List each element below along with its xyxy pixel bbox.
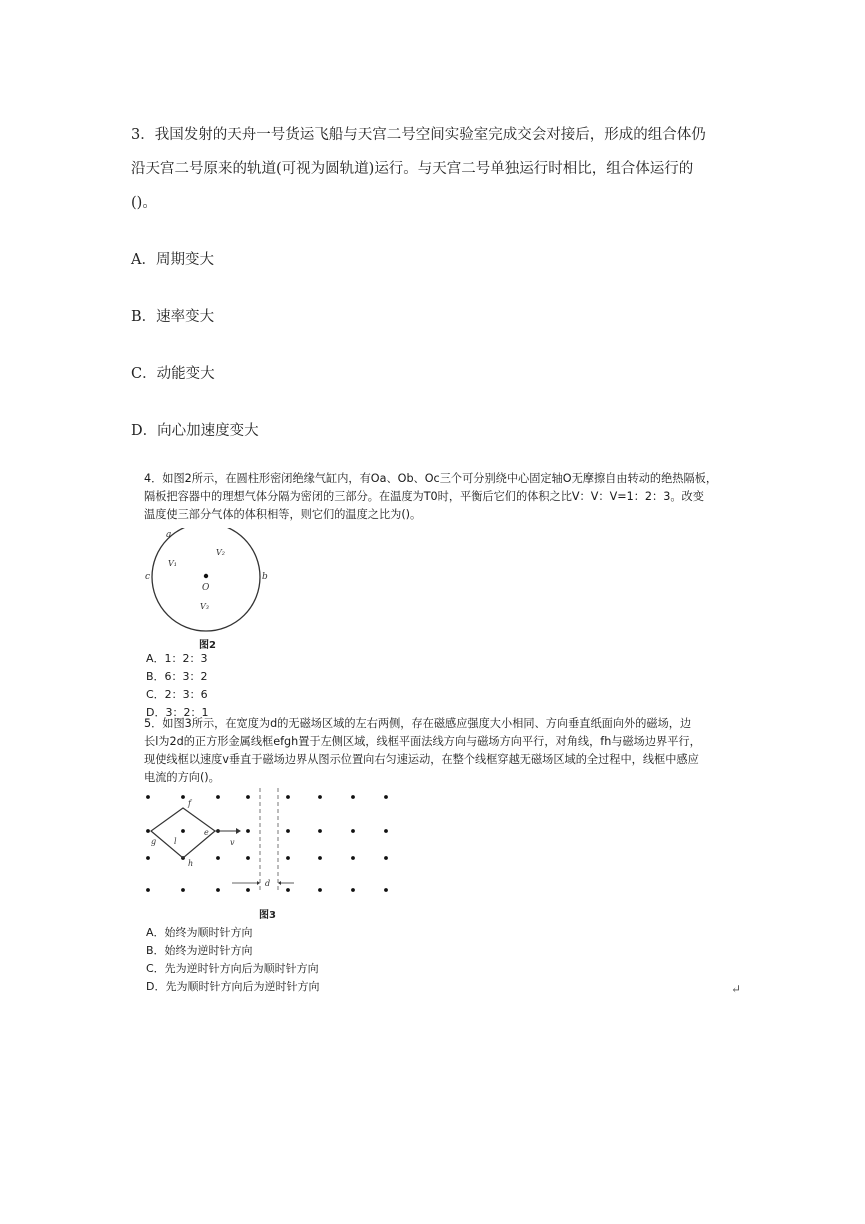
q5-option-a: A．始终为顺时针方向 — [146, 926, 253, 939]
figure-3-caption: 图3 — [259, 910, 276, 921]
q4-line-2: 隔板把容器中的理想气体分隔为密闭的三部分。在温度为T0时，平衡后它们的体积之比V：V：V=1：2：3。改变 — [144, 490, 704, 503]
q3-line-2: 沿天宫二号原来的轨道(可视为圆轨道)运行。与天宫二号单独运行时相比，组合体运行的 — [131, 161, 694, 177]
q5-line-1: 5．如图3所示，在宽度为d的无磁场区域的左右两侧，存在磁感应强度大小相同、方向垂直纸面向外的磁场，边 — [144, 717, 692, 730]
label-v1: V₁ — [168, 559, 177, 568]
field-dot — [181, 829, 185, 833]
field-dot — [181, 888, 185, 892]
q5-line-4: 电流的方向()。 — [144, 771, 220, 784]
field-dot — [246, 795, 250, 799]
field-dot — [246, 888, 250, 892]
q3-option-d: D．向心加速度变大 — [131, 423, 259, 439]
field-dot — [384, 888, 388, 892]
field-dot — [216, 856, 220, 860]
label-f: f — [188, 799, 191, 808]
label-v3: V₃ — [200, 602, 209, 611]
q5-option-d: D．先为顺时针方向后为逆时针方向 — [146, 980, 320, 993]
q4-option-b: B．6：3：2 — [146, 670, 208, 683]
field-dot — [318, 856, 322, 860]
q3-option-c: C．动能变大 — [131, 366, 215, 382]
field-dot — [146, 829, 150, 833]
field-dot — [286, 888, 290, 892]
field-dot — [146, 888, 150, 892]
label-v2: V₂ — [216, 548, 225, 557]
velocity-arrowhead — [236, 828, 241, 834]
field-dot — [318, 829, 322, 833]
figure-3-diagram — [140, 786, 400, 904]
paragraph-mark: ↵ — [731, 982, 742, 996]
q5-option-c: C．先为逆时针方向后为顺时针方向 — [146, 962, 319, 975]
field-dot — [246, 829, 250, 833]
q3-line-3: ()。 — [131, 195, 157, 211]
q4-option-c: C．2：3：6 — [146, 688, 208, 701]
q4-option-a: A．1：2：3 — [146, 652, 208, 665]
field-dot — [286, 829, 290, 833]
field-dot — [146, 795, 150, 799]
q4-option-d: D．3：2：1 — [146, 706, 209, 719]
field-dot — [384, 795, 388, 799]
q5-line-2: 长l为2d的正方形金属线框efgh置于左侧区域，线框平面法线方向与磁场方向平行，对角线，fh与磁场边界平行， — [144, 735, 701, 748]
figure-2-diagram — [140, 528, 280, 638]
question-3 — [131, 118, 746, 220]
field-dot — [351, 829, 355, 833]
field-dot — [351, 795, 355, 799]
label-b: b — [262, 572, 268, 582]
q4-line-1: 4．如图2所示，在圆柱形密闭绝缘气缸内，有Oa、Ob、Oc三个可分别绕中心固定轴O无摩擦自由转动的绝热隔板， — [144, 472, 718, 485]
q5-line-3: 现使线框以速度v垂直于磁场边界从图示位置向右匀速运动，在整个线框穿越无磁场区域的全过程中，线框中感应 — [144, 753, 699, 766]
field-dot — [318, 795, 322, 799]
label-d: d — [265, 879, 271, 888]
q3-line-1: 3．我国发射的天舟一号货运飞船与天宫二号空间实验室完成交会对接后，形成的组合体仍 — [131, 127, 706, 143]
field-dot — [286, 856, 290, 860]
field-dot — [216, 888, 220, 892]
label-o: O — [202, 583, 210, 593]
field-dot — [318, 888, 322, 892]
label-v: v — [230, 838, 235, 847]
axis-point-o — [204, 574, 208, 578]
q3-option-a: A．周期变大 — [131, 252, 214, 268]
field-dot — [384, 856, 388, 860]
field-dot — [351, 888, 355, 892]
label-l: l — [174, 837, 177, 846]
cylinder-circle — [152, 528, 260, 631]
q5-option-b: B．始终为逆时针方向 — [146, 944, 253, 957]
field-dot — [216, 795, 220, 799]
q3-option-b: B．速率变大 — [131, 309, 215, 325]
question-4-text — [144, 470, 744, 524]
field-dot — [286, 795, 290, 799]
field-dot — [146, 856, 150, 860]
figure-2-caption: 图2 — [199, 640, 216, 651]
field-dot — [181, 795, 185, 799]
field-dot — [384, 829, 388, 833]
label-g: g — [151, 837, 157, 846]
field-dot — [246, 856, 250, 860]
field-dot — [351, 856, 355, 860]
label-c: c — [145, 572, 151, 582]
label-a: a — [166, 530, 172, 540]
label-h: h — [188, 859, 194, 868]
magnetic-field-dots — [146, 795, 388, 892]
question-5-text — [144, 715, 744, 787]
q4-line-3: 温度使三部分气体的体积相等，则它们的温度之比为()。 — [144, 508, 422, 521]
label-e: e — [204, 828, 209, 837]
